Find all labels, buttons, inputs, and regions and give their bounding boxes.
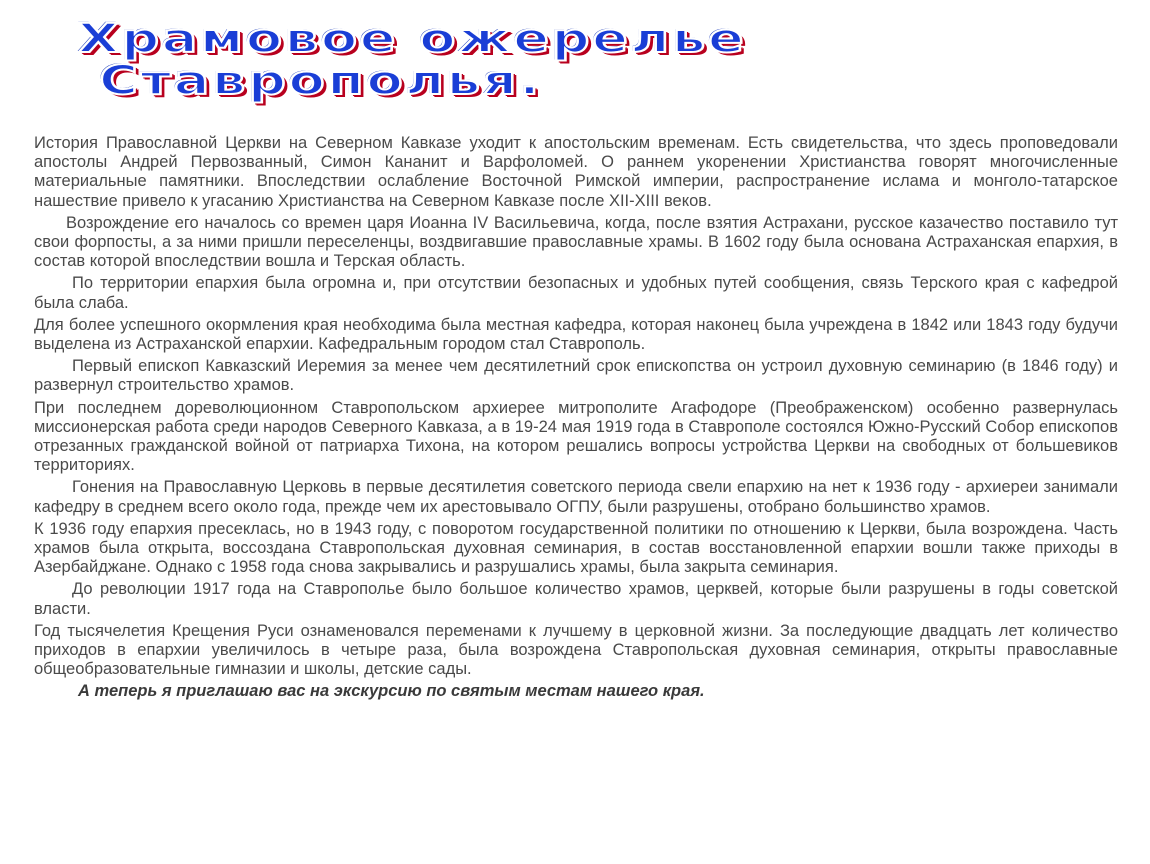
- paragraph-millennium: Год тысячелетия Крещения Руси ознаменовался переменами к лучшему в церковной жизни. За последующие двадцать лет количество приходов в епархии увеличилось в четыре раза, была возрождена Ставропольская духовная семинария, открыты православные общеобразовательные гимназии и школы, детские сады.: [34, 621, 1118, 679]
- title-line-2: Ставрополья.: [99, 58, 543, 104]
- paragraph-1936: К 1936 году епархия пресеклась, но в 1943 году, с поворотом государственной политики по отношению к Церкви, была возрождена. Часть храмов была открыта, воссоздана Ставропольская духовная семинария, в состав восстановленной епархии вошли также приходы в Азербайджане. Однако с 1958 года снова закрывались и разрушались храмы, была закрыта семинария.: [34, 519, 1118, 577]
- paragraph-before-revolution: До революции 1917 года на Ставрополье было большое количество храмов, церквей, которые были разрушены в годы советской власти.: [34, 580, 1118, 618]
- article-body: [34, 134, 1118, 705]
- paragraph-territory: По территории епархия была огромна и, при отсутствии безопасных и удобных путей сообщения, связь Терского края с кафедрой была слаба.: [34, 274, 1118, 312]
- paragraph-local-see: Для более успешного окормления края необходима была местная кафедра, которая наконец была учреждена в 1842 или 1843 году будучи выделена из Астраханской епархии. Кафедральным городом стал Ставрополь.: [34, 315, 1118, 354]
- closing-invitation: А теперь я приглашаю вас на экскурсию по святым местам нашего края.: [78, 682, 705, 701]
- paragraph-persecution: Гонения на Православную Церковь в первые десятилетия советского периода свели епархию на нет к 1936 году - архиереи занимали кафедру в среднем всего около года, прежде чем их арестовывало ОГПУ, были разрушены, отобрано большинство храмов.: [34, 478, 1118, 516]
- paragraph-last-prerevolution: При последнем дореволюционном Ставропольском архиерее митрополите Агафодоре (Преображенском) особенно развернулась миссионерская работа среди народов Северного Кавказа, а в 19-24 мая 1919 года в Ставрополе состоялся Южно-Русский Собор епископов отрезанных гражданской войной от патриарха Тихона, на котором решались вопросы устройства Церкви на свободных от большевиков территориях.: [34, 398, 1118, 475]
- page-title: [78, 18, 746, 102]
- title-line-1: Храмовое ожерелье: [78, 16, 747, 62]
- paragraph-first-bishop: Первый епископ Кавказский Иеремия за менее чем десятилетний срок епископства он устроил духовную семинарию (в 1846 году) и развернул строительство храмов.: [34, 357, 1118, 395]
- paragraph-revival: Возрождение его началось со времен царя Иоанна IV Васильевича, когда, после взятия Астрахани, русское казачество поставило тут свои форпосты, а за ними пришли переселенцы, воздвигавшие православные храмы. В 1602 году была основана Астраханская епархия, в состав которой впоследствии вошла и Терская область.: [34, 213, 1118, 271]
- paragraph-history-origins: История Православной Церкви на Северном Кавказе уходит к апостольским временам. Есть свидетельства, что здесь проповедовали апостолы Андрей Первозванный, Симон Кананит и Варфоломей. О раннем укоренении Христианства говорят многочисленные материальные памятники. Впоследствии ослабление Восточной Римской империи, распространение ислама и монголо-татарское нашествие привело к угасанию Христианства на Северном Кавказе после XII-XIII веков.: [34, 134, 1118, 210]
